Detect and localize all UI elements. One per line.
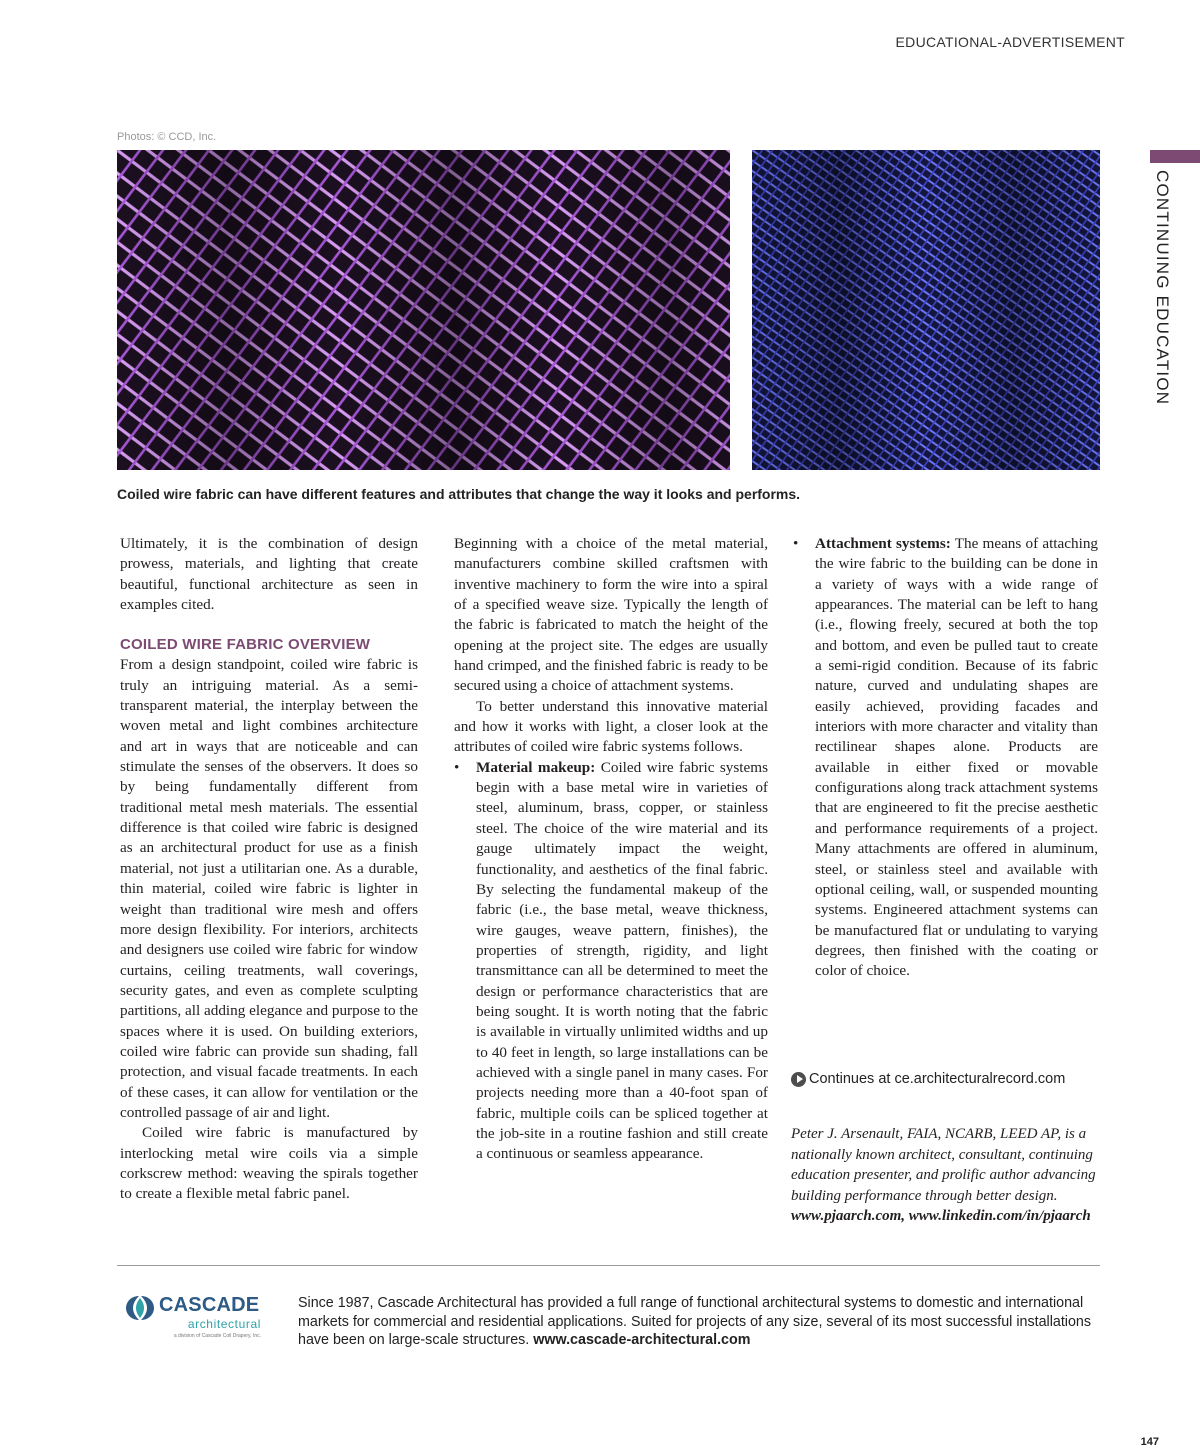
bullet-text: The means of attaching the wire fabric to the building can be done in a variety of ways with a wide range of appearances. The material can be left to hang (i.e., flowing freely, secured at both the top and bottom, and even be pulled taut to create a semi-rigid condition. Because of its fabric nature, curved and undulating shapes are easily achieved, providing facades and interiors with more character and vitality than rectilinear shapes alone. Products are available in either fixed or movable configurations along track attachment systems that are engineered to fit the precise aesthetic and performance requirements of a project. Many attachments are offered in aluminum, steel, or stainless steel and available with optional ceiling, wall, or suspended mounting systems. Engineered attachment systems can be manufactured flat or undulating to varying degrees, then finished with the coating or color of choice.	[815, 535, 1099, 980]
section-tab-marker	[1150, 150, 1200, 163]
play-circle-icon	[791, 1072, 806, 1087]
intro-paragraph: Ultimately, it is the combination of design prowess, materials, and lighting that create beautiful, functional architecture as seen in examples cited.	[120, 535, 418, 614]
attributes-intro-paragraph: To better understand this innovative material and how it works with light, a closer look at the attributes of coiled wire fabric systems follows.	[454, 697, 768, 756]
article-column-3	[793, 534, 1098, 982]
purple-coiled-wire-photo	[117, 150, 730, 470]
section-side-label: CONTINUING EDUCATION	[1153, 170, 1172, 406]
blue-coiled-wire-photo	[752, 150, 1100, 470]
bullet-material-makeup	[454, 758, 768, 1165]
cascade-logo	[123, 1292, 265, 1342]
fabrication-paragraph: Beginning with a choice of the metal material, manufacturers combine skilled craftsmen with inventive machinery to form the wire into a spiral of a specified weave size. Typically the length of the fabric is fabricated to match the height of the opening at the project site. The edges are usually hand crimped, and the finished fabric is ready to be secured using a choice of attachment systems.	[454, 535, 768, 695]
footer-divider	[117, 1265, 1100, 1266]
photo-caption: Coiled wire fabric can have different features and attributes that change the way it looks and performs.	[117, 486, 801, 502]
sponsor-website-link[interactable]: www.cascade-architectural.com	[533, 1332, 751, 1348]
author-bio	[791, 1124, 1096, 1227]
author-linkedin-link[interactable]: www.linkedin.com/in/pjaarch	[908, 1208, 1091, 1224]
bullet-dot-icon: •	[454, 758, 460, 776]
continues-text[interactable]: Continues at ce.architecturalrecord.com	[809, 1071, 1066, 1087]
logo-tagline: a division of Cascade Coil Drapery, Inc.	[173, 1333, 261, 1339]
author-bio-text: Peter J. Arsenault, FAIA, NCARB, LEED AP, is a nationally known architect, consultant, continuing education presenter, and prolific author advancing building performance through better design.	[791, 1126, 1096, 1204]
article-column-2	[454, 534, 768, 1165]
bullet-dot-icon: •	[793, 535, 799, 552]
photo-credit: Photos: © CCD, Inc.	[117, 131, 217, 143]
bullet-attachment-systems	[793, 534, 1098, 982]
header-label: EDUCATIONAL-ADVERTISEMENT	[895, 34, 1125, 50]
bullet-lead: Attachment systems:	[815, 535, 951, 552]
bullet-text: Coiled wire fabric systems begin with a base metal wire in varieties of steel, aluminum, brass, copper, or stainless steel. The choice of the wire material and its gauge ultimately impact the weight, functionality, and aesthetics of the final fabric. By selecting the fundamental makeup of the fabric (i.e., the base metal, weave thickness, wire gauges, weave pattern, finishes), the properties of strength, rigidity, and light transmittance can all be determined to meet the design or performance characteristics that are being sought. It is worth noting that the fabric is available in virtually unlimited widths and up to 40 feet in length, so large installations can be achieved with a single panel in many cases. For projects needing more than a 40-foot span of fabric, multiple coils can be spliced together at the job-site in a routine fashion and still create a continuous or seamless appearance.	[476, 758, 768, 1163]
logo-name: CASCADE	[159, 1294, 260, 1316]
overview-paragraph: From a design standpoint, coiled wire fabric is truly an intriguing material. As a semi-transparent material, the interplay between the woven metal and light combines architecture and art in ways that are noticeable and can stimulate the senses of the observers. It does so by being fundamentally different from traditional metal mesh materials. The essential difference is that coiled wire fabric is designed as an architectural product for use as a finish material, not just a utilitarian one. As a durable, thin material, coiled wire fabric is lighter in weight than traditional wire mesh and offers more design flexibility. For interiors, architects and designers use coiled wire fabric for window curtains, ceiling treatments, wall coverings, security gates, and even as complete sculpting partitions, all adding elegance and purpose to the spaces where it is used. On building exteriors, coiled wire fabric can provide sun shading, fall protection, and visual facade treatments. In each of these cases, it can allow for ventilation or the controlled passage of air and light.	[120, 656, 418, 1121]
logo-subtitle: architectural	[187, 1317, 261, 1331]
article-column-1	[120, 534, 418, 1205]
author-website-link[interactable]: www.pjaarch.com,	[791, 1208, 906, 1224]
continues-link[interactable]	[791, 1071, 1065, 1087]
manufacturing-paragraph: Coiled wire fabric is manufactured by interlocking metal wire coils via a simple corkscrew method: weaving the spirals together to create a flexible metal fabric panel.	[120, 1124, 418, 1203]
bullet-lead: Material makeup:	[476, 758, 596, 776]
sponsor-description	[298, 1294, 1098, 1350]
sponsor-text: Since 1987, Cascade Architectural has provided a full range of functional architectural systems to domestic and international markets for commercial and residential applications. Suited for projects of any size, several of its most successful installations have been on large-scale structures.	[298, 1295, 1092, 1348]
cascade-logo-mark-icon	[123, 1294, 157, 1322]
section-heading: COILED WIRE FABRIC OVERVIEW	[120, 636, 371, 654]
page-number: 147	[1140, 1436, 1159, 1448]
